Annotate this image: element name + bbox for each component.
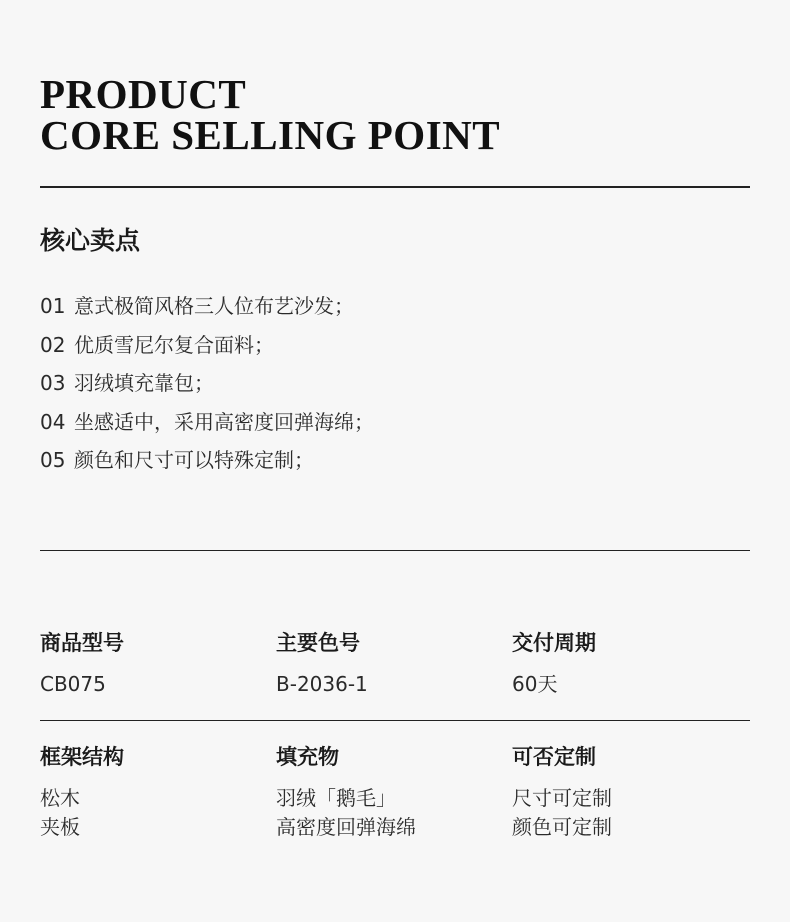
item-text: 优质雪尼尔复合面料； (74, 332, 274, 357)
spec-value: 颜色可定制 (512, 815, 612, 839)
spec-delivery-period (512, 628, 742, 699)
item-number: 05 (40, 448, 66, 472)
divider-specs (40, 720, 750, 721)
spec-value: 60天 (512, 672, 558, 696)
divider-middle (40, 550, 750, 551)
item-number: 04 (40, 409, 66, 434)
item-number: 02 (40, 332, 66, 357)
item-text: 意式极简风格三人位布艺沙发； (74, 294, 354, 318)
spec-value: CB075 (40, 672, 106, 696)
spec-label: 可否定制 (512, 745, 596, 769)
spec-model-number (40, 628, 270, 699)
spec-value: 羽绒「鹅毛」 (276, 786, 396, 810)
spec-value: 尺寸可定制 (512, 786, 612, 810)
item-number: 03 (40, 371, 66, 395)
item-text: 羽绒填充靠包； (74, 371, 214, 395)
selling-points-heading: 核心卖点 (40, 226, 141, 255)
spec-label: 商品型号 (40, 631, 124, 655)
item-number: 01 (40, 294, 66, 318)
title-line-2: CORE SELLING POINT (40, 112, 501, 158)
spec-frame-structure (40, 742, 270, 842)
spec-value: B-2036-1 (276, 672, 368, 696)
item-text: 颜色和尺寸可以特殊定制； (74, 448, 314, 472)
spec-label: 填充物 (276, 745, 339, 769)
spec-filling (276, 742, 506, 842)
spec-label: 交付周期 (512, 631, 596, 655)
spec-label: 主要色号 (276, 631, 360, 655)
item-text: 坐感适中，采用高密度回弹海绵； (74, 409, 374, 434)
list-item (40, 290, 374, 329)
divider-top (40, 186, 750, 188)
list-item (40, 329, 374, 368)
list-item (40, 444, 374, 483)
selling-points-list (40, 290, 374, 483)
spec-label: 框架结构 (40, 745, 124, 769)
spec-customizable (512, 742, 742, 842)
list-item (40, 406, 374, 445)
spec-main-color (276, 628, 506, 699)
list-item (40, 367, 374, 406)
title-line-1: PRODUCT (40, 71, 247, 117)
spec-value: 夹板 (40, 815, 80, 839)
spec-value: 松木 (40, 786, 80, 810)
page-title (40, 71, 501, 158)
spec-value: 高密度回弹海绵 (276, 815, 416, 839)
